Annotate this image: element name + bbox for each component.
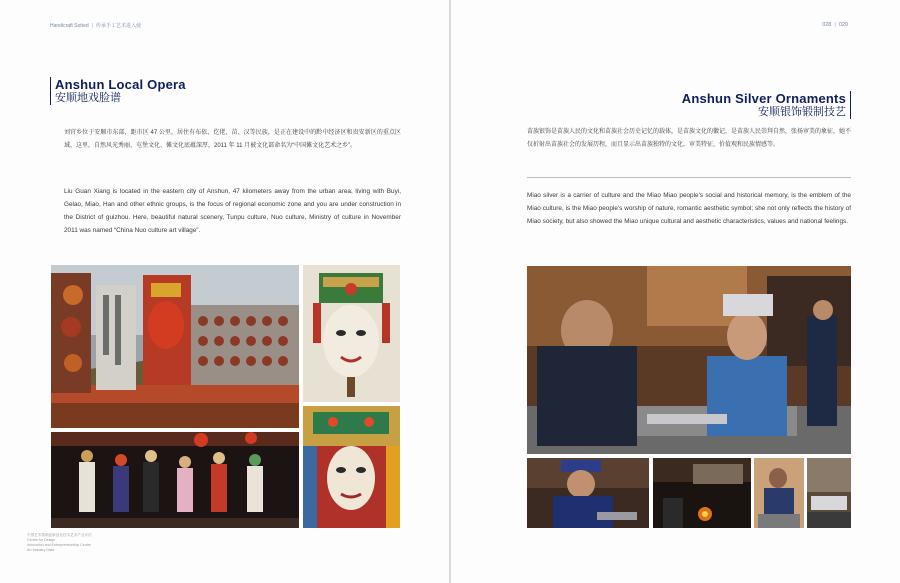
footer-line: Centre for Design — [27, 538, 56, 542]
left-page — [0, 0, 449, 583]
page-number-left: 028 — [822, 22, 832, 28]
silversmiths-photo — [527, 266, 851, 454]
left-paragraph-en: Liu Guan Xiang is located in the eastern city of Anshun, 47 kilometers away from the urban area, living with Buyi, Gelao, Miao, Han and other ethnic groups, is the focus of regional economic zone and you are under construction in the District of guizhou. Here, beautiful natural scenery, Tunpu culture, Nuo culture, Ministry of culture in November 2011 was named “China Nuo culture art village”. — [64, 188, 401, 234]
right-page — [451, 0, 900, 583]
right-title-en: Anshun Silver Ornaments — [681, 91, 846, 106]
right-section-title — [682, 91, 851, 119]
left-title-zh: 安顺地戏脸谱 — [55, 92, 121, 104]
right-paragraph-en: Miao silver is a carrier of culture and the Miao Miao people's social and historical memory, is the emblem of the Miao culture, is the Miao people's worship of nature, romantic aesthetic symbol; she not only reflects the history of Miao society, but also showed the Miao unique cultural and aesthetic characteristics, values and national feelings. — [527, 192, 851, 225]
right-title-zh: 安顺银饰锻制技艺 — [758, 106, 846, 118]
footer-line: 中国艺术基础创新创业技术艺术产业评估 — [27, 533, 92, 537]
smith-tools-photo — [754, 458, 804, 528]
workshop-fire-photo — [653, 458, 751, 528]
left-section-title — [50, 77, 186, 105]
left-footer — [27, 533, 92, 553]
left-paragraph-zh: 刘官乡位于安顺市东部，距市区 47 公里，居住有布依、仡佬、苗、汉等民族，是正在建设中的黔中经济区和贵安新区的重点区域，这里，自然风光秀丽、屯堡文化、傩文化底蕴深厚，2011 年 11 月被文化部命名为“中国傩文化艺术之乡”。 — [64, 130, 401, 149]
header-brand: Handicraft Sotted — [50, 23, 89, 29]
right-running-header: 028 | 029 — [822, 22, 848, 28]
section-divider — [527, 177, 851, 178]
right-paragraph-zh: 苗族银饰是苗族人民的文化和苗族社会历史记忆的载体，是苗族文化的徽记，是苗族人民崇拜自然，张扬审美的象征，她不仅折射出苗族社会的发展历程，而且显示出苗族独特的文化，审美特征，价值观和民族情感等。 — [527, 129, 852, 148]
left-title-en: Anshun Local Opera — [55, 77, 186, 92]
footer-line: Innovation and Entrepreneurship Centre — [27, 543, 91, 547]
puppet-stage-photo — [51, 432, 299, 528]
header-subtitle: 传承手工艺术进入使 — [95, 23, 141, 29]
mask-wall-photo — [51, 265, 299, 428]
red-mask-photo — [303, 406, 400, 528]
left-running-header: Handicraft Sotted | 传承手工艺术进入使 — [50, 23, 141, 29]
craftsman-blue-hat-photo — [527, 458, 649, 528]
jewelry-bench-photo — [807, 458, 851, 528]
white-mask-photo — [303, 265, 400, 402]
footer-line: Art Industry Data — [27, 548, 54, 552]
page-number-right: 029 — [838, 22, 848, 28]
